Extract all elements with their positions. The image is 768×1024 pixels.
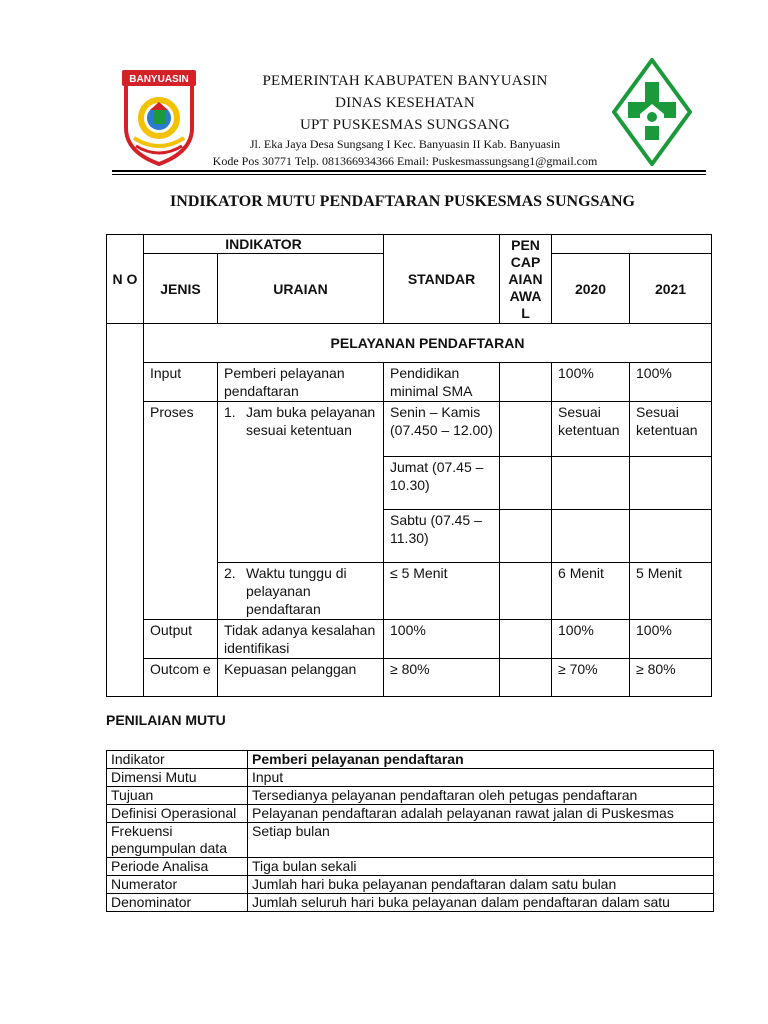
outcome-standar: ≥ 80% (384, 659, 500, 697)
input-2020: 100% (552, 363, 630, 402)
penilaian-value: Tiga bulan sekali (248, 858, 714, 876)
penilaian-label: Dimensi Mutu (107, 769, 248, 787)
output-jenis: Output (144, 620, 218, 659)
penilaian-label: Denominator (107, 894, 248, 912)
proses-2-2020: 6 Menit (552, 563, 630, 620)
kop-divider-thick (112, 170, 706, 172)
penilaian-value: Jumlah hari buka pelayanan pendaftaran dalam satu bulan (248, 876, 714, 894)
table-row (107, 876, 714, 894)
kop-line-1: PEMERINTAH KABUPATEN BANYUASIN (262, 73, 548, 89)
table-row (107, 805, 714, 823)
input-2021: 100% (630, 363, 712, 402)
no-cell (107, 324, 144, 697)
header-uraian: URAIAN (218, 254, 384, 324)
header-standar: STANDAR (384, 235, 500, 324)
header-years-empty (552, 235, 712, 254)
penilaian-label: Indikator (107, 751, 248, 769)
penilaian-value: Pelayanan pendaftaran adalah pelayanan rawat jalan di Puskesmas (248, 805, 714, 823)
output-2020: 100% (552, 620, 630, 659)
header-no: N O (107, 235, 144, 324)
kop-address: Jl. Eka Jaya Desa Sungsang I Kec. Banyuasin II Kab. Banyuasin (249, 137, 561, 151)
table-row (107, 620, 712, 659)
proses-2-standar: ≤ 5 Menit (384, 563, 500, 620)
table-row (107, 858, 714, 876)
table-row (107, 769, 714, 787)
penilaian-value: Jumlah seluruh hari buka pelayanan dalam pendaftaran dalam satu (248, 894, 714, 912)
proses-uraian-2 (218, 563, 384, 620)
penilaian-value: Tersedianya pelayanan pendaftaran oleh petugas pendaftaran (248, 787, 714, 805)
penilaian-heading: PENILAIAN MUTU (106, 712, 226, 728)
table-row (107, 787, 714, 805)
indicator-table (106, 234, 712, 697)
table-row (107, 894, 714, 912)
proses-uraian-1 (218, 402, 384, 563)
output-2021: 100% (630, 620, 712, 659)
penilaian-value: Setiap bulan (248, 823, 714, 858)
input-standar: Pendidikan minimal SMA (384, 363, 500, 402)
proses-standar-senin: Senin – Kamis (07.450 – 12.00) (384, 402, 500, 457)
puskesmas-cross-icon (612, 58, 692, 166)
penilaian-label: Tujuan (107, 787, 248, 805)
outcome-jenis: Outcom e (144, 659, 218, 697)
proses-item-2: Waktu tunggu di pelayanan pendaftaran (246, 565, 347, 617)
table-row (107, 402, 712, 457)
proses-2020: Sesuai ketentuan (552, 402, 630, 457)
header-2020: 2020 (552, 254, 630, 324)
proses-standar-jumat: Jumat (07.45 – 10.30) (384, 457, 500, 510)
table-row (107, 363, 712, 402)
document-title: INDIKATOR MUTU PENDAFTARAN PUSKESMAS SUNGSANG (170, 193, 635, 210)
proses-2021: Sesuai ketentuan (630, 402, 712, 457)
table-row (107, 751, 714, 769)
penilaian-value: Input (248, 769, 714, 787)
output-uraian: Tidak adanya kesalahan identifikasi (218, 620, 384, 659)
header-jenis: JENIS (144, 254, 218, 324)
proses-jenis: Proses (144, 402, 218, 620)
outcome-uraian: Kepuasan pelanggan (218, 659, 384, 697)
kop-line-2: DINAS KESEHATAN (335, 95, 475, 111)
letterhead (0, 0, 768, 180)
penilaian-table (106, 750, 714, 912)
kop-contact: Kode Pos 30771 Telp. 081366934366 Email: Puskesmassungsang1@gmail.com (212, 154, 598, 168)
penilaian-label: Periode Analisa (107, 858, 248, 876)
proses-pencapaian (500, 402, 552, 457)
output-standar: 100% (384, 620, 500, 659)
table-row (107, 823, 714, 858)
penilaian-label: Frekuensi pengumpulan data (107, 823, 248, 858)
table-row (107, 659, 712, 697)
section-row (107, 324, 712, 363)
item-number: 2. (224, 565, 236, 581)
outcome-2020: ≥ 70% (552, 659, 630, 697)
penilaian-label: Numerator (107, 876, 248, 894)
header-2021: 2021 (630, 254, 712, 324)
input-uraian: Pemberi pelayanan pendaftaran (218, 363, 384, 402)
outcome-2021: ≥ 80% (630, 659, 712, 697)
item-number: 1. (224, 404, 236, 420)
input-jenis: Input (144, 363, 218, 402)
proses-2-2021: 5 Menit (630, 563, 712, 620)
header-pencapaian: PEN CAP AIAN AWA L (500, 235, 552, 324)
logo-banner-text: BANYUASIN (129, 74, 189, 85)
table-header-row (107, 235, 712, 254)
section-title: PELAYANAN PENDAFTARAN (144, 324, 712, 363)
banyuasin-crest-icon (120, 66, 198, 166)
proses-item-1: Jam buka pelayanan sesuai ketentuan (246, 404, 376, 438)
input-pencapaian (500, 363, 552, 402)
penilaian-value: Pemberi pelayanan pendaftaran (248, 751, 714, 769)
kop-line-3: UPT PUSKESMAS SUNGSANG (299, 117, 510, 133)
header-indikator: INDIKATOR (144, 235, 384, 254)
kop-divider-thin (112, 174, 706, 175)
penilaian-label: Definisi Operasional (107, 805, 248, 823)
proses-standar-sabtu: Sabtu (07.45 – 11.30) (384, 510, 500, 563)
